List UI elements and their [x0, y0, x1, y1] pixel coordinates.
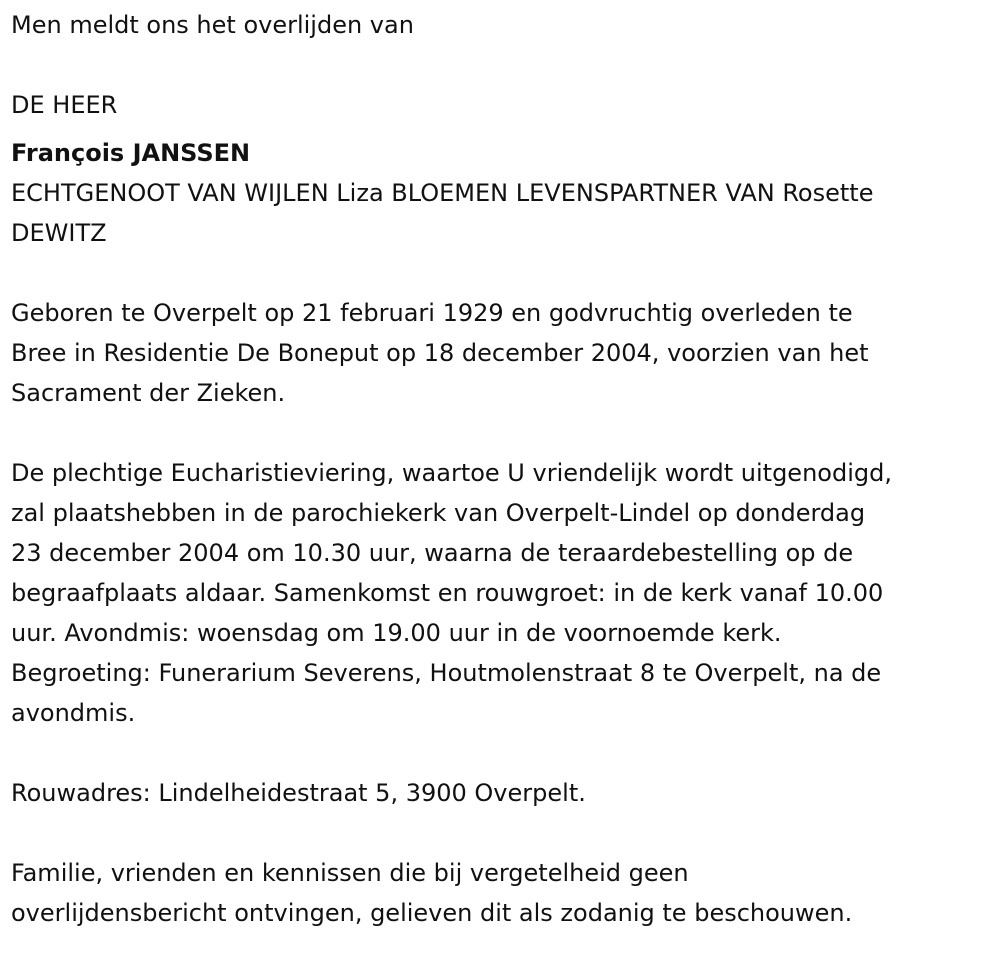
spacer	[11, 253, 988, 293]
ceremony-paragraph	[11, 453, 988, 733]
paragraph-line: overlijdensbericht ontvingen, gelieven dit als zodanig te beschouwen.	[11, 899, 853, 927]
paragraph-line: De plechtige Eucharistieviering, waartoe U vriendelijk wordt uitgenodigd,	[11, 459, 892, 487]
relations-line-1: ECHTGENOOT VAN WIJLEN Liza BLOEMEN LEVENSPARTNER VAN Rosette	[11, 179, 874, 207]
closing-paragraph	[11, 853, 988, 933]
paragraph-line: Geboren te Overpelt op 21 februari 1929 en godvruchtig overleden te	[11, 299, 853, 327]
paragraph-line: begraafplaats aldaar. Samenkomst en rouwgroet: in de kerk vanaf 10.00	[11, 579, 884, 607]
paragraph-line: avondmis.	[11, 699, 136, 727]
mourning-address: Rouwadres: Lindelheidestraat 5, 3900 Overpelt.	[11, 779, 586, 807]
intro-text: Men meldt ons het overlijden van	[11, 11, 414, 39]
paragraph-line: Sacrament der Zieken.	[11, 379, 286, 407]
paragraph-line: Familie, vrienden en kennissen die bij vergetelheid geen	[11, 859, 689, 887]
birth-death-paragraph	[11, 293, 988, 413]
deceased-name	[11, 133, 988, 173]
paragraph-line: 23 december 2004 om 10.30 uur, waarna de teraardebestelling op de	[11, 539, 854, 567]
obituary-notice	[0, 5, 1000, 963]
paragraph-line: Begroeting: Funerarium Severens, Houtmolenstraat 8 te Overpelt, na de	[11, 659, 882, 687]
spacer	[11, 813, 988, 853]
spacer	[11, 45, 988, 85]
first-name: François	[11, 139, 125, 167]
spacer	[11, 413, 988, 453]
relations-line-2: DEWITZ	[11, 219, 107, 247]
paragraph-line: zal plaatshebben in de parochiekerk van Overpelt-Lindel op donderdag	[11, 499, 866, 527]
last-name: JANSSEN	[132, 139, 251, 167]
paragraph-line: Bree in Residentie De Boneput op 18 december 2004, voorzien van het	[11, 339, 869, 367]
paragraph-line: uur. Avondmis: woensdag om 19.00 uur in de voornoemde kerk.	[11, 619, 782, 647]
honorific-title: DE HEER	[11, 91, 118, 119]
spacer	[11, 733, 988, 773]
